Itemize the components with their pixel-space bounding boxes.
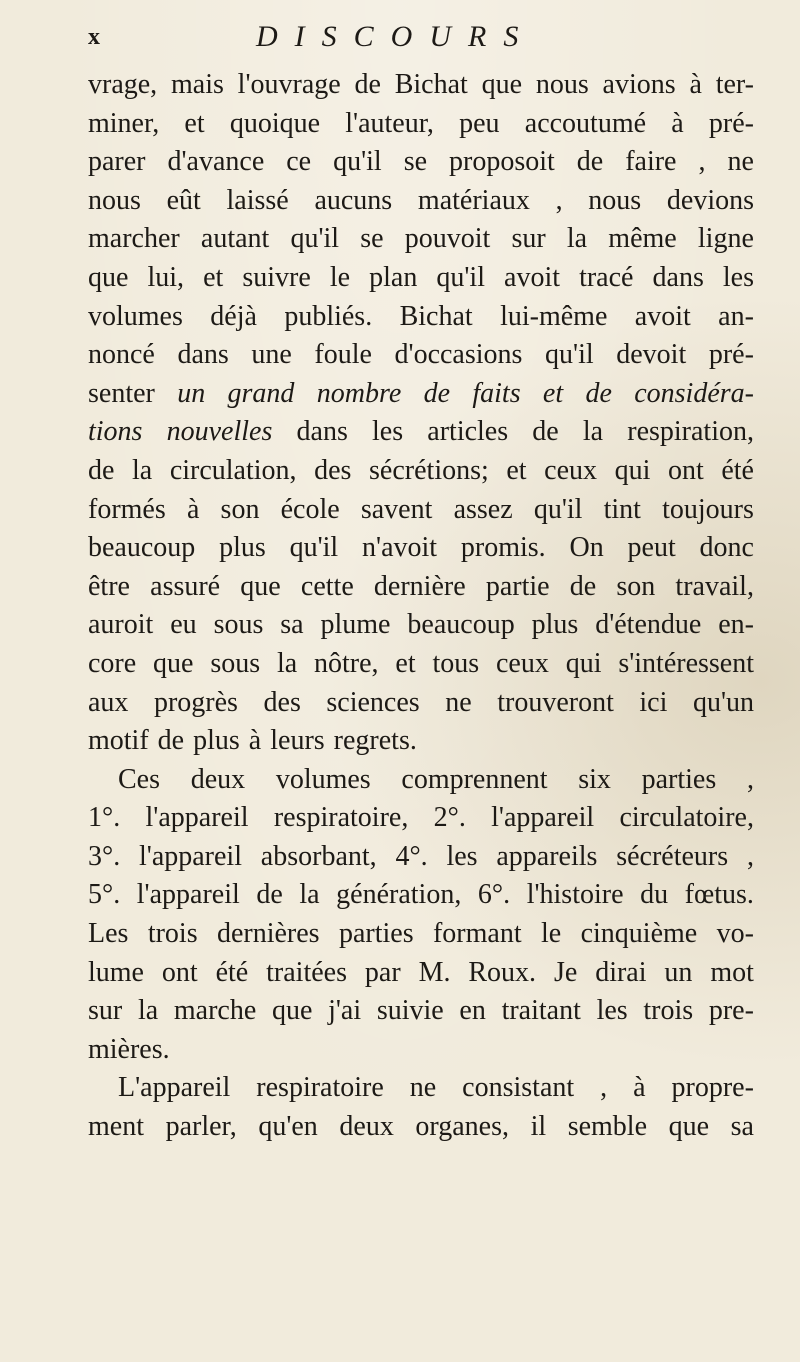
word: et — [184, 107, 205, 139]
word: leurs — [270, 725, 325, 757]
word: devoit — [616, 339, 687, 371]
word: pouvoit — [404, 223, 491, 255]
text-line — [88, 413, 754, 452]
word: une — [251, 339, 292, 371]
word: de — [88, 454, 115, 486]
word: M. — [418, 956, 451, 988]
word: peut — [627, 532, 676, 564]
word: sa — [730, 1111, 754, 1143]
word: de — [256, 879, 283, 911]
word: mais — [170, 69, 224, 100]
text-line — [88, 606, 754, 645]
word: mières. — [88, 1033, 170, 1065]
word: assuré — [150, 570, 221, 602]
word: plan — [369, 261, 418, 293]
word: consistant — [462, 1072, 575, 1104]
text-line — [88, 568, 754, 607]
word: formés — [88, 493, 166, 525]
word: n'avoit — [362, 532, 438, 564]
word: Ces — [118, 763, 160, 795]
word: trois — [643, 995, 694, 1027]
word: , — [555, 184, 563, 216]
word: ter- — [715, 69, 754, 100]
word: de — [585, 377, 612, 409]
word: que — [153, 647, 194, 679]
word: d'occasions — [394, 339, 523, 371]
word: volumes — [88, 300, 183, 332]
word: d'étendue — [595, 609, 702, 641]
word: nombre — [316, 377, 402, 409]
word: traitées — [266, 956, 347, 988]
word: se — [360, 223, 384, 255]
word: tions — [88, 416, 143, 448]
word: Roux. — [468, 956, 537, 988]
word: un — [177, 377, 206, 409]
word: deux — [339, 1111, 394, 1143]
word: promis. — [460, 532, 546, 564]
word: et — [203, 261, 224, 293]
word: sur — [511, 223, 546, 255]
word: marcher — [88, 223, 180, 255]
word: suivie — [376, 995, 444, 1027]
word: assez — [453, 493, 513, 525]
word: qu'un — [692, 686, 754, 718]
word: semble — [567, 1111, 648, 1143]
text-line — [88, 375, 754, 414]
word: avoit — [634, 300, 691, 332]
word: parties — [338, 918, 414, 950]
word: l'appareil — [136, 879, 240, 911]
text-line — [88, 182, 754, 221]
word: tracé — [579, 261, 634, 293]
word: dans — [652, 261, 704, 293]
text-line — [88, 336, 754, 375]
word: vrage, — [88, 69, 158, 100]
word: absorbant, — [260, 840, 377, 872]
word: la — [582, 416, 604, 448]
word: matériaux — [417, 184, 530, 216]
text-line — [88, 105, 754, 144]
word: beaucoup — [407, 609, 515, 641]
text-line — [88, 66, 754, 105]
word: cette — [300, 570, 354, 602]
word: sous — [213, 609, 264, 641]
word: savent — [360, 493, 433, 525]
word: formant — [432, 918, 522, 950]
word: de — [157, 725, 185, 757]
word: laissé — [226, 184, 289, 216]
word: j'ai — [328, 995, 362, 1027]
word: été — [721, 454, 754, 486]
word: cinquième — [580, 918, 698, 950]
word: plume — [320, 609, 391, 641]
word: tint — [603, 493, 641, 525]
word: considéra- — [634, 377, 754, 409]
word: ont — [667, 454, 704, 486]
word: tous — [432, 647, 480, 679]
word: parer — [88, 146, 146, 178]
word: que — [668, 1111, 710, 1143]
word: 2°. — [433, 802, 466, 834]
text-line — [88, 143, 754, 182]
word: que — [88, 261, 129, 293]
word: sciences — [326, 686, 420, 718]
word: ne — [727, 146, 754, 178]
word: et — [542, 377, 564, 409]
word: eût — [166, 184, 201, 216]
word: aux — [88, 686, 129, 718]
word: qu'il — [289, 532, 339, 564]
word: s'intéressent — [618, 647, 754, 679]
word: partie — [485, 570, 550, 602]
word: motif — [88, 725, 149, 757]
word: en — [459, 995, 486, 1027]
word: dans — [296, 416, 348, 448]
word: l'appareil — [491, 802, 595, 834]
word: dirai — [595, 956, 647, 988]
word: eu — [170, 609, 197, 641]
text-line — [88, 684, 754, 723]
word: ne — [445, 686, 472, 718]
word: les — [372, 416, 404, 448]
word: pre- — [708, 995, 754, 1027]
text-line — [88, 491, 754, 530]
word: On — [569, 532, 604, 564]
word: volumes — [275, 763, 371, 795]
text-line — [88, 645, 754, 684]
word: qu'il — [533, 493, 583, 525]
word: à — [671, 107, 684, 139]
word: dans — [177, 339, 229, 371]
word: déjà — [210, 300, 257, 332]
word: par — [364, 956, 401, 988]
word: , — [746, 840, 754, 872]
word: et — [506, 454, 527, 486]
word: trois — [147, 918, 198, 950]
word: nous — [588, 184, 642, 216]
word: ont — [161, 956, 198, 988]
word: faire — [625, 146, 677, 178]
word: même — [608, 223, 677, 255]
word: sur — [88, 995, 123, 1027]
word: il — [530, 1111, 547, 1143]
word: parties — [641, 763, 717, 795]
word: nouvelles — [166, 416, 273, 448]
word: qu'il — [545, 339, 594, 371]
word: traitant — [501, 995, 581, 1027]
text-line — [88, 1069, 754, 1108]
word: sécréteurs — [616, 840, 729, 872]
word: vo- — [716, 918, 754, 950]
word: plus — [531, 609, 579, 641]
word: Je — [553, 956, 578, 988]
word: articles — [427, 416, 509, 448]
text-line — [88, 799, 754, 838]
word: quoique — [229, 107, 321, 139]
word: de — [423, 377, 451, 409]
page-number: x — [88, 24, 100, 50]
word: être — [88, 570, 130, 602]
word: plus — [193, 725, 240, 757]
text-line — [88, 915, 754, 954]
word: noncé — [88, 339, 155, 371]
word: Bichat — [394, 69, 468, 100]
word: les — [446, 840, 478, 872]
word: qu'il — [436, 261, 485, 293]
word: ceux — [495, 647, 549, 679]
text-line — [88, 452, 754, 491]
text-line — [88, 529, 754, 568]
word: auroit — [88, 609, 154, 641]
word: de — [532, 416, 559, 448]
text-line — [88, 992, 754, 1031]
word: en- — [718, 609, 754, 641]
word: école — [280, 493, 340, 525]
word: Bichat — [399, 300, 473, 332]
word: respiration, — [627, 416, 754, 448]
word: ici — [639, 686, 668, 718]
word: à — [689, 69, 702, 100]
word: dernière — [373, 570, 466, 602]
word: lui, — [147, 261, 185, 293]
word: trouveront — [497, 686, 614, 718]
word: circulatoire, — [619, 802, 754, 834]
word: accoutumé — [524, 107, 647, 139]
word: que — [271, 995, 313, 1027]
word: regrets. — [333, 725, 417, 757]
word: l'auteur, — [345, 107, 434, 139]
word: , — [698, 146, 706, 178]
word: qu'il — [333, 146, 382, 178]
word: fœtus. — [684, 879, 754, 911]
word: ceux — [544, 454, 598, 486]
word: peu — [459, 107, 500, 139]
word: la — [299, 879, 320, 911]
word: proposoit — [449, 146, 555, 178]
running-head: DISCOURS — [256, 20, 536, 53]
word: , — [600, 1072, 608, 1104]
word: le — [329, 261, 351, 293]
word: respiratoire — [256, 1072, 384, 1104]
word: se — [403, 146, 428, 178]
word: mot — [710, 956, 754, 988]
word: deux — [190, 763, 246, 795]
word: suivre — [242, 261, 311, 293]
word: lume — [88, 956, 144, 988]
text-line — [88, 298, 754, 337]
word: génération, — [336, 879, 462, 911]
word: 3°. — [88, 840, 121, 872]
word: sous — [210, 647, 261, 679]
word: 1°. — [88, 802, 121, 834]
word: donc — [699, 532, 754, 564]
word: sa — [280, 609, 304, 641]
word: autant — [200, 223, 270, 255]
word: foule — [314, 339, 372, 371]
text-line — [88, 838, 754, 877]
word: du — [640, 879, 669, 911]
text-line — [88, 954, 754, 993]
word: grand — [227, 377, 295, 409]
word: de — [576, 146, 604, 178]
word: d'avance — [167, 146, 265, 178]
word: comprennent — [401, 763, 548, 795]
word: l'histoire — [526, 879, 624, 911]
word: parler, — [165, 1111, 237, 1143]
word: qu'en — [258, 1111, 318, 1143]
word: toujours — [662, 493, 754, 525]
word: circulation, — [169, 454, 297, 486]
word: de — [569, 570, 597, 602]
word: aucuns — [314, 184, 393, 216]
word: que — [240, 570, 281, 602]
word: six — [578, 763, 611, 795]
word: à — [633, 1072, 646, 1104]
word: qui — [565, 647, 602, 679]
word: avoit — [504, 261, 561, 293]
word: les — [596, 995, 628, 1027]
word: appareils — [496, 840, 598, 872]
text-line — [88, 1031, 754, 1070]
word: son — [220, 493, 260, 525]
word: des — [263, 686, 301, 718]
word: beaucoup — [88, 532, 196, 564]
word: 5°. — [88, 879, 121, 911]
text-line — [88, 876, 754, 915]
word: organes, — [415, 1111, 509, 1143]
word: des — [314, 454, 352, 486]
text-line — [88, 1108, 754, 1147]
word: ligne — [697, 223, 754, 255]
word: an- — [718, 300, 754, 332]
word: que — [481, 69, 523, 100]
word: core — [88, 647, 137, 679]
word: son — [616, 570, 656, 602]
word: miner, — [88, 107, 160, 139]
word: ce — [286, 146, 312, 178]
word: de — [354, 69, 381, 100]
word: le — [540, 918, 562, 950]
word: dernières — [216, 918, 320, 950]
word: ment — [88, 1111, 144, 1143]
word: été — [215, 956, 249, 988]
text-line — [88, 259, 754, 298]
word: lui-même — [500, 300, 608, 332]
word: les — [722, 261, 754, 293]
word: publiés. — [284, 300, 373, 332]
word: senter — [88, 377, 155, 409]
word: avions — [602, 69, 676, 100]
word: la — [132, 454, 153, 486]
word: Les — [88, 918, 129, 950]
word: à — [186, 493, 200, 525]
word: l'ouvrage — [237, 69, 341, 100]
word: respiratoire, — [273, 802, 409, 834]
text-line — [88, 761, 754, 800]
word: ne — [409, 1072, 437, 1104]
body-text — [88, 66, 754, 1147]
word: , — [746, 763, 754, 795]
word: qui — [614, 454, 651, 486]
word: travail, — [675, 570, 754, 602]
word: plus — [219, 532, 266, 564]
word: faits — [472, 377, 521, 409]
word: 6°. — [477, 879, 511, 911]
word: pré- — [708, 339, 754, 371]
word: la — [566, 223, 588, 255]
word: sécrétions; — [369, 454, 489, 486]
word: 4°. — [395, 840, 428, 872]
word: nous — [535, 69, 589, 100]
word: devions — [666, 184, 754, 216]
word: pré- — [708, 107, 754, 139]
page-header — [88, 20, 748, 60]
word: l'appareil — [139, 840, 242, 872]
word: L'appareil — [118, 1072, 231, 1104]
word: progrès — [153, 686, 238, 718]
text-line — [88, 722, 754, 761]
text-line — [88, 220, 754, 259]
word: à — [248, 725, 262, 757]
word: nôtre, — [314, 647, 379, 679]
word: l'appareil — [145, 802, 249, 834]
word: et — [395, 647, 416, 679]
word: la — [137, 995, 159, 1027]
word: qu'il — [290, 223, 340, 255]
word: la — [276, 647, 298, 679]
word: marche — [173, 995, 257, 1027]
word: propre- — [671, 1072, 754, 1104]
word: un — [664, 956, 693, 988]
word: nous — [88, 184, 141, 216]
